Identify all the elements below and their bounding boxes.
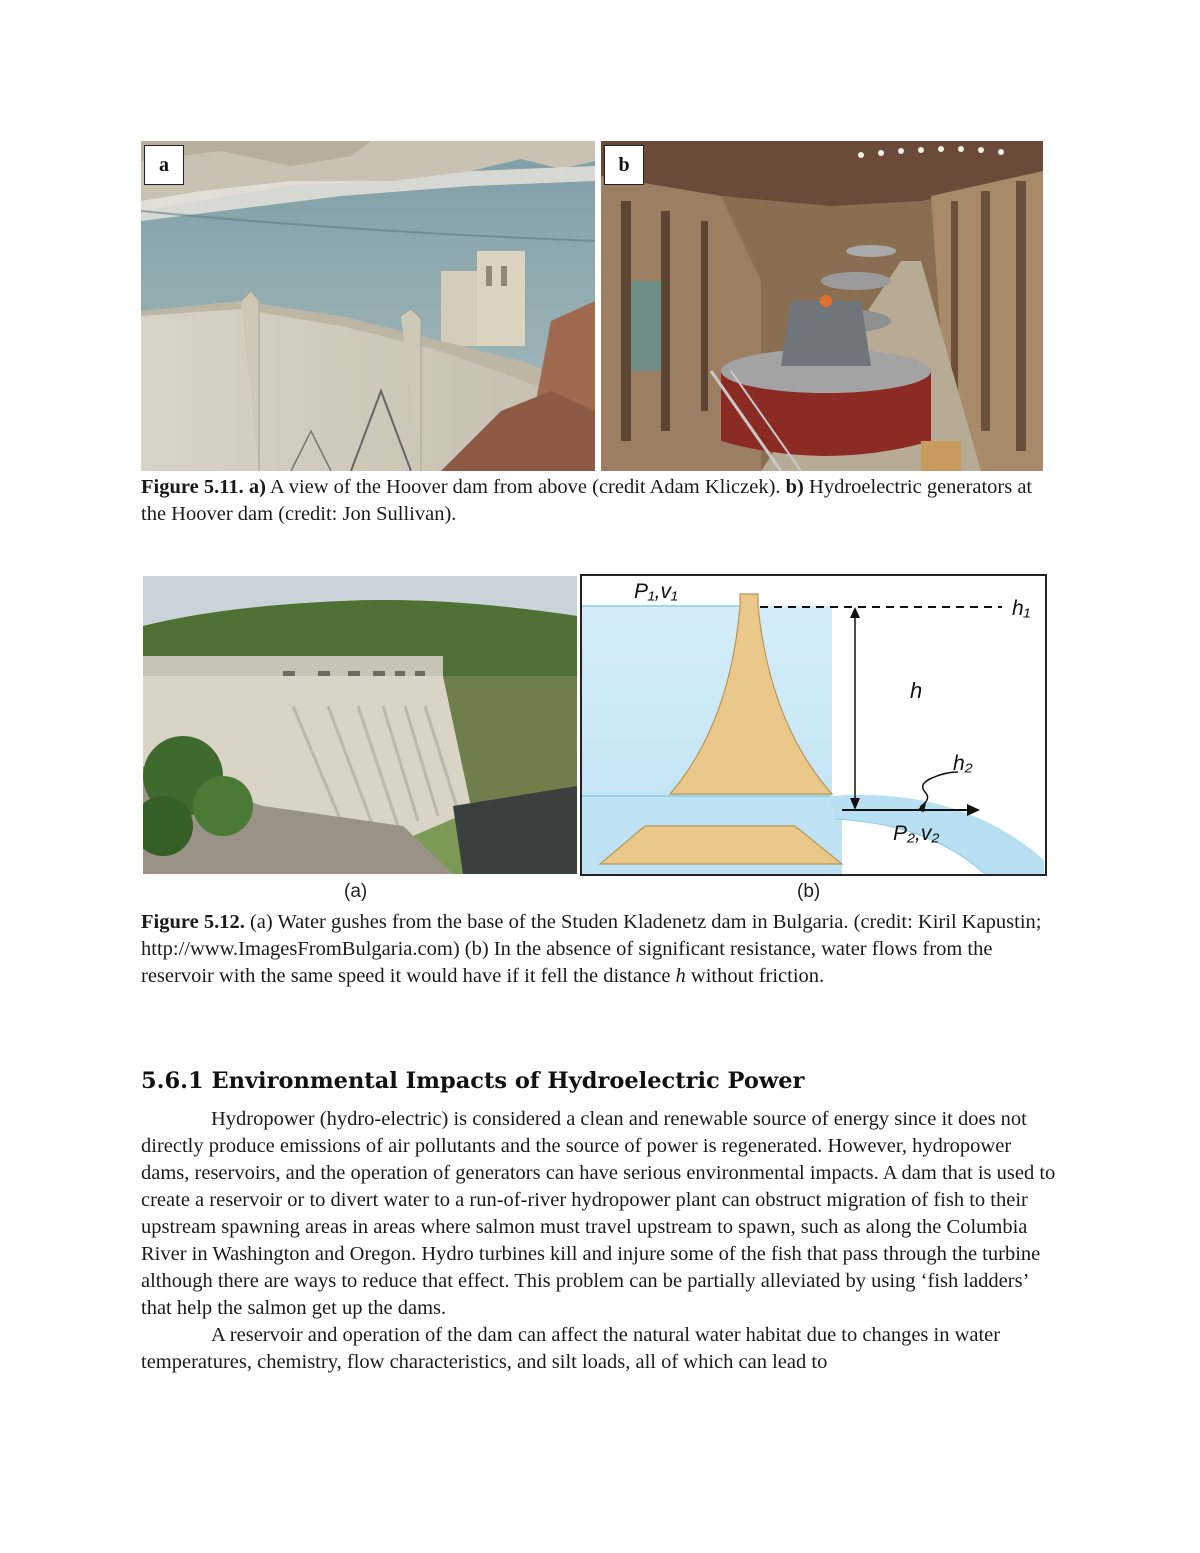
caption-label: Figure 5.11. [141,476,244,498]
body-paragraph-2: A reservoir and operation of the dam can affect the natural water habitat due to changes in water temperatures, chemistry, flow characteristics, and silt loads, all of which can lead to [141,1324,1001,1373]
label-h1: h₁ [1012,597,1031,620]
figure-5-12-caption [141,909,1061,990]
caption-text-2: without friction. [685,965,825,987]
caption-b-tag: b) [785,476,804,498]
figure-5-11-caption [141,474,1061,528]
label-h: h [910,678,923,703]
caption-a-text: A view of the Hoover dam from above (credit Adam Kliczek). [265,476,786,498]
hydro-flow-diagram [580,574,1047,876]
panel-a-tag: a [144,145,184,185]
label-p1-v1: P₁,v₁ [634,580,678,603]
caption-italic-h: h [675,965,686,987]
body-paragraph-1: Hydropower (hydro-electric) is considered a clean and renewable source of energy since it does not directly produce emissions of air pollutants and the source of power is regenerated. However, hydropower dams, reservoirs, and the operation of generators can have serious environmental impacts. A dam that is used to create a reservoir or to divert water to a run-of-river hydropower plant can obstruct migration of fish to their upstream spawning areas in areas where salmon must travel upstream to spawn, such as along the Columbia River in Washington and Oregon. Hydro turbines kill and injure some of the fish that pass through the turbine although there are ways to reduce that effect. This problem can be partially alleviated by using ‘fish ladders’ that help the salmon get up the dams. [141,1108,1056,1319]
section-body [141,1106,1057,1376]
label-p2-v2: P₂,v₂ [893,822,940,845]
caption-label: Figure 5.12. [141,911,245,933]
panel-b-tag: b [604,145,644,185]
caption-a-tag: a) [248,476,266,498]
studen-kladenetz-dam-photo [143,576,577,874]
caption-text-1: (a) Water gushes from the base of the Studen Kladenetz dam in Bulgaria. (credit: Kiril Kapustin; http://www.ImagesFromBulgaria.com) (b) In the absence of significant resistance, water flows from the reservoir with the same speed it would have if it fell the distance [141,911,1042,987]
caption-b-text: Hydroelectric generators at the Hoover dam (credit: Jon Sullivan). [141,476,1033,525]
label-h2: h₂ [953,752,973,775]
hoover-dam-aerial-photo [141,141,595,471]
figure-5-12-sublabel-a: (a) [344,881,368,902]
figure-5-12-sublabel-b: (b) [797,881,821,902]
hoover-generators-photo [601,141,1043,471]
section-heading: 5.6.1 Environmental Impacts of Hydroelectric Power [141,1068,805,1094]
